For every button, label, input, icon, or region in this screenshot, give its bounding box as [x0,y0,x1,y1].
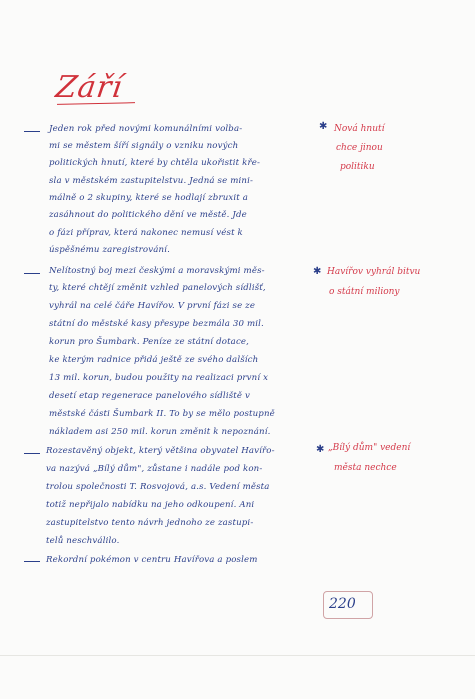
text-line: va nazývá „Bílý dům", zůstane i nadále pod kon- [46,464,263,474]
text-line: Nelítostný boj mezi českými a moravskými měs- [49,266,265,276]
text-line: Jeden rok před novými komunálními volba- [49,124,243,134]
text-line: telů neschválilo. [46,536,120,546]
margin-note-line: o státní miliony [329,287,400,297]
margin-note-line: města nechce [334,463,397,473]
text-line: 13 mil. korun, budou použity na realizaci první x [49,373,269,383]
asterisk-mark: ✱ [316,444,325,455]
margin-note-line: Havířov vyhrál bitvu [327,267,421,277]
text-line: zasáhnout do politického dění ve městě. Jde [49,210,247,220]
text-line: Rekordní pokémon v centru Havířova a poslem [46,555,258,565]
bullet-dash [24,131,40,132]
page-number: 220 [329,596,356,612]
text-line: vyhrál na celé čáře Havířov. V první fázi se ze [49,301,256,311]
text-line: Rozestavěný objekt, který většina obyvatel Havířo- [46,446,275,456]
text-line: ke kterým radnice přidá ještě ze svého dalších [49,355,259,365]
text-line: o fázi příprav, která nakonec nemusí vést k [49,228,243,238]
margin-note-line: Nová hnutí [334,124,385,134]
text-line: politických hnutí, které by chtěla ukořistit kře- [49,158,261,168]
text-line: ty, které chtějí změnit vzhled panelových sídlišť, [49,283,266,293]
page-title: Září [53,70,126,105]
text-line: nákladem asi 250 mil. korun změnit k nepoznání. [49,427,271,437]
page-bottom-edge [0,655,475,656]
asterisk-mark: ✱ [313,266,322,277]
bullet-dash [24,561,40,562]
text-line: mi se městem šíří signály o vzniku nových [49,141,239,151]
text-line: městské části Šumbark II. To by se mělo postupně [49,409,275,419]
bullet-dash [24,273,40,274]
text-line: korun pro Šumbark. Peníze ze státní dotace, [49,337,250,347]
text-line: úspěšnému zaregistrování. [49,245,170,255]
margin-note-line: „Bílý dům" vedení [328,443,411,453]
margin-note-line: chce jinou [336,143,383,153]
text-line: zastupitelstvo tento návrh jednoho ze zastupi- [46,518,254,528]
margin-note-line: politiku [340,162,375,172]
text-line: totiž nepřijalo nabídku na jeho odkoupení. Ani [46,500,255,510]
text-line: sla v městském zastupitelstvu. Jedná se mini- [49,176,254,186]
text-line: desetí etap regenerace panelového sídliště v [49,391,251,401]
text-line: trolou společnosti T. Rosvojová, a.s. Vedení města [46,482,270,492]
text-line: státní do městské kasy přesype bezmála 30 mil. [49,319,264,329]
asterisk-mark: ✱ [319,121,328,132]
bullet-dash [24,453,40,454]
text-line: málně o 2 skupiny, které se hodlají zbruxit a [49,193,249,203]
